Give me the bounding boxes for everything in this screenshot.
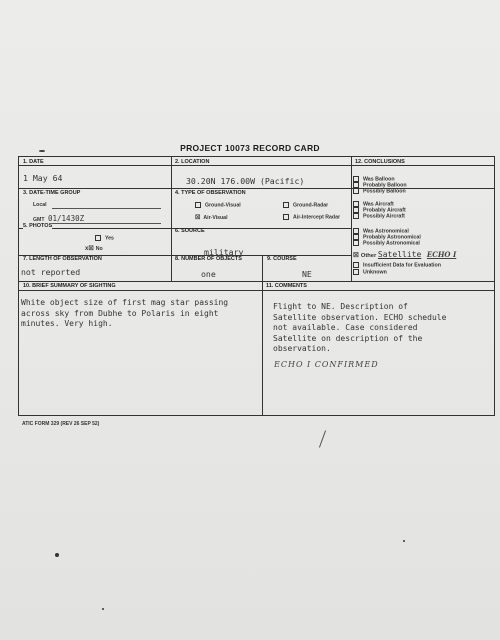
form-number: ATIC FORM 329 (REV 26 SEP 52) (22, 421, 100, 427)
photos-label: 5. PHOTOS (23, 223, 53, 229)
option-ground-radar: Ground-Radar (283, 202, 328, 208)
gmt-label: GMT (33, 217, 45, 223)
dtg-label: 3. DATE-TIME GROUP (23, 190, 81, 196)
conclusion-other: ☒ Other Satellite ECHO I (353, 250, 457, 259)
comment-line: Satellite on description of the (273, 333, 423, 343)
comment-line: not available. Case considered (273, 323, 418, 332)
conclusion-option: Possibly Balloon (353, 188, 406, 194)
length-value: not reported (21, 267, 81, 277)
course-label: 9. COURSE (267, 256, 297, 262)
conclusions-label: 12. CONCLUSIONS (355, 159, 405, 165)
source-value: military (204, 247, 244, 257)
date-label: 1. DATE (23, 159, 44, 165)
checkbox-icon (95, 235, 101, 241)
summary-line: across sky from Dubhe to Polaris in eight (21, 308, 219, 318)
comment-line: Satellite observation. ECHO schedule (273, 312, 447, 322)
card-title: PROJECT 10073 RECORD CARD (180, 143, 320, 153)
option-air-visual: ☒ Air-Visual (195, 215, 228, 221)
conclusion-option: Was Astronomical (353, 228, 409, 234)
checked-mark-icon: ☒ (195, 215, 201, 221)
course-value: NE (302, 269, 312, 279)
gmt-value: 01/1430Z (48, 214, 85, 223)
length-label: 7. LENGTH OF OBSERVATION (23, 256, 102, 262)
handwritten-note: ECHO I CONFIRMED (274, 360, 379, 369)
checkbox-icon (195, 202, 201, 208)
conclusion-insufficient: Insufficient Data for Evaluation (353, 262, 441, 268)
summary-text (21, 298, 228, 330)
checkbox-icon (353, 262, 359, 268)
checked-mark-icon: ☒ (353, 252, 359, 259)
comments-text (273, 302, 446, 355)
num-objects-value: one (201, 269, 216, 279)
option-air-radar: Air-Intercept Radar (283, 214, 340, 220)
scan-speck (102, 608, 104, 610)
conclusion-option: Probably Astronomical (353, 234, 421, 240)
conclusion-option: Possibly Aircraft (353, 213, 405, 219)
location-label: 2. LOCATION (175, 159, 210, 165)
local-label: Local (33, 202, 47, 208)
record-card (18, 156, 495, 416)
checkbox-icon (353, 240, 359, 246)
summary-line: minutes. Very high. (21, 319, 113, 328)
conclusion-option: Probably Aircraft (353, 207, 406, 213)
conclusion-option: Probably Balloon (353, 182, 407, 188)
comment-line: Flight to NE. Description of (273, 302, 408, 311)
summary-line: White object size of first mag star passing (21, 298, 229, 307)
scan-speck (39, 150, 45, 152)
comment-line: observation. (273, 344, 331, 353)
scan-speck (403, 540, 405, 542)
source-label: 6. SOURCE (175, 228, 205, 234)
num-objects-label: 8. NUMBER OF OBJECTS (175, 256, 242, 262)
checkbox-icon (283, 214, 289, 220)
photos-no: x☒ No (85, 246, 103, 252)
comments-label: 11. COMMENTS (266, 283, 307, 289)
location-value: 30.20N 176.00W (Pacific) (186, 176, 305, 186)
checkbox-icon (353, 269, 359, 275)
conclusion-option: Possibly Astronomical (353, 240, 420, 246)
date-value: 1 May 64 (23, 173, 63, 183)
checked-mark-icon: x☒ (85, 246, 94, 252)
photos-yes: Yes (95, 235, 114, 241)
checkbox-icon (353, 213, 359, 219)
checkbox-icon (353, 188, 359, 194)
option-ground-visual: Ground-Visual (195, 202, 241, 208)
scan-speck (55, 553, 59, 557)
conclusion-option: Was Balloon (353, 176, 395, 182)
conclusion-unknown: Unknown (353, 269, 387, 275)
obs-type-label: 4. TYPE OF OBSERVATION (175, 190, 246, 196)
checkbox-icon (283, 202, 289, 208)
conclusion-option: Was Aircraft (353, 201, 394, 207)
summary-label: 10. BRIEF SUMMARY OF SIGHTING (23, 283, 116, 289)
